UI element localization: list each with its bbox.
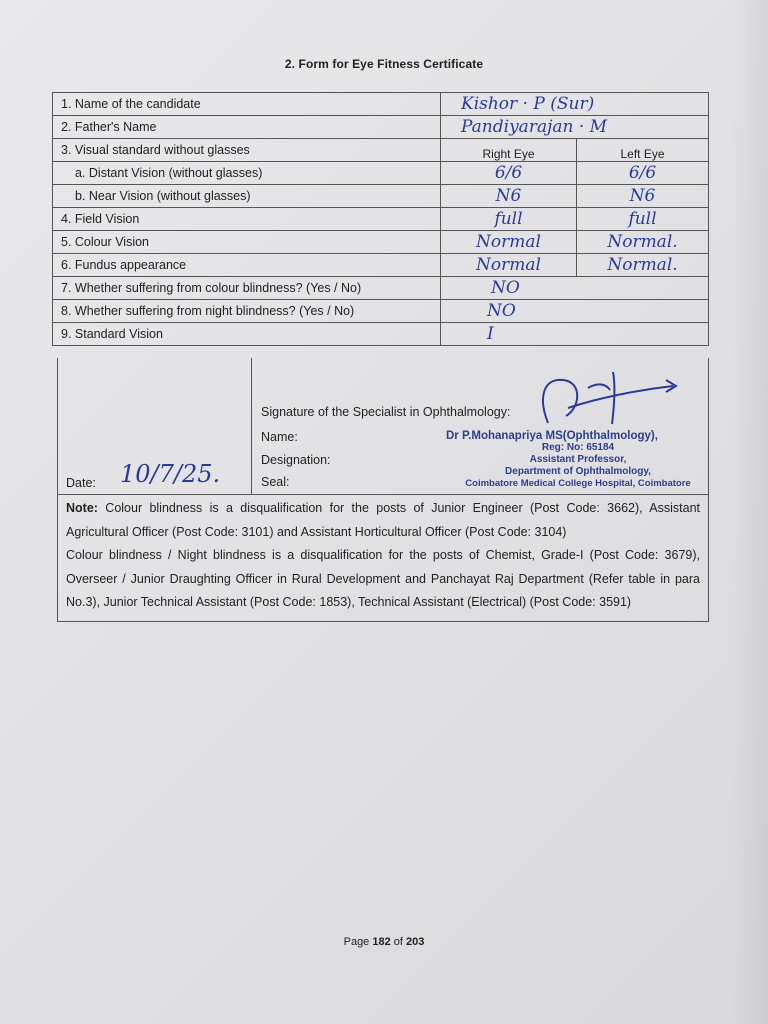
colour-blindness-answer: NO	[441, 277, 709, 300]
candidate-name-handwritten: Kishor · P (Sur)	[441, 93, 709, 116]
table-row	[53, 300, 709, 323]
name-label: Name:	[261, 430, 298, 444]
page-edge-shadow	[732, 0, 768, 1024]
table-row	[53, 323, 709, 346]
table-row	[53, 208, 709, 231]
field-vision-right: full	[441, 208, 577, 231]
row-label: 5. Colour Vision	[53, 231, 441, 254]
seal-doctor-name: Dr P.Mohanapriya MS(Ophthalmology),	[446, 430, 658, 442]
distant-vision-right: 6/6	[441, 162, 577, 185]
current-page: 182	[372, 936, 391, 948]
designation-label: Designation:	[261, 453, 331, 467]
seal-department: Department of Ophthalmology,	[505, 466, 651, 477]
table-row	[53, 139, 709, 162]
seal-reg-no: Reg: No: 65184	[541, 442, 615, 453]
signature-divider	[251, 358, 252, 494]
handwritten-signature	[488, 368, 688, 428]
date-handwritten: 10/7/25.	[120, 460, 221, 488]
fundus-left: Normal.	[577, 254, 709, 277]
table-row	[53, 185, 709, 208]
row-label: 2. Father's Name	[53, 116, 441, 139]
table-row	[53, 277, 709, 300]
right-eye-header: Right Eye	[441, 139, 577, 162]
note-label: Note:	[66, 501, 98, 515]
eye-fitness-table	[52, 92, 709, 346]
row-label: 1. Name of the candidate	[53, 93, 441, 116]
row-label: 4. Field Vision	[53, 208, 441, 231]
table-row	[53, 116, 709, 139]
row-label: 6. Fundus appearance	[53, 254, 441, 277]
doctor-seal	[438, 430, 718, 490]
table-row	[53, 93, 709, 116]
fundus-right: Normal	[441, 254, 577, 277]
specialist-signature-label: Signature of the Specialist in Ophthalmology:	[261, 405, 511, 419]
night-blindness-answer: NO	[441, 300, 709, 323]
row-label: a. Distant Vision (without glasses)	[53, 162, 441, 185]
row-label: 9. Standard Vision	[53, 323, 441, 346]
page-number	[0, 936, 768, 948]
father-name-handwritten: Pandiyarajan · M	[441, 116, 709, 139]
colour-vision-right: Normal	[441, 231, 577, 254]
row-label: 3. Visual standard without glasses	[53, 139, 441, 162]
note-paragraph-2: Colour blindness / Night blindness is a disqualification for the posts of Chemist, Grade-I (Post Code: 3679), Overseer / Junior Draughting Officer in Rural Development and Panchayat Raj Department (Refer table in para No.3), Junior Technical Assistant (Post Code: 1853), Technical Assistant (Electrical) (Post Code: 3591)	[66, 548, 700, 609]
total-pages: 203	[406, 936, 425, 948]
form-title: 2. Form for Eye Fitness Certificate	[284, 57, 484, 71]
row-label: 8. Whether suffering from night blindness? (Yes / No)	[53, 300, 441, 323]
note-paragraph-1	[66, 497, 700, 544]
date-label: Date:	[66, 476, 96, 490]
row-label: 7. Whether suffering from colour blindness? (Yes / No)	[53, 277, 441, 300]
near-vision-right: N6	[441, 185, 577, 208]
table-row	[53, 231, 709, 254]
row-label: b. Near Vision (without glasses)	[53, 185, 441, 208]
near-vision-left: N6	[577, 185, 709, 208]
table-row	[53, 162, 709, 185]
note-block	[57, 494, 709, 622]
seal-hospital: Coimbatore Medical College Hospital, Coimbatore	[465, 478, 691, 489]
seal-label: Seal:	[261, 475, 290, 489]
field-vision-left: full	[577, 208, 709, 231]
left-eye-header: Left Eye	[577, 139, 709, 162]
signature-block	[57, 358, 709, 495]
page-of: of	[390, 936, 407, 948]
distant-vision-left: 6/6	[577, 162, 709, 185]
seal-designation: Assistant Professor,	[529, 454, 627, 465]
note-text-1: Colour blindness is a disqualification for the posts of Junior Engineer (Post Code: 3662), Assistant Agricultural Officer (Post Code: 3101) and Assistant Horticultural Officer (Post Code: 3104)	[66, 501, 700, 539]
standard-vision-answer: I	[441, 323, 709, 346]
colour-vision-left: Normal.	[577, 231, 709, 254]
table-row	[53, 254, 709, 277]
page-prefix: Page	[343, 936, 373, 948]
